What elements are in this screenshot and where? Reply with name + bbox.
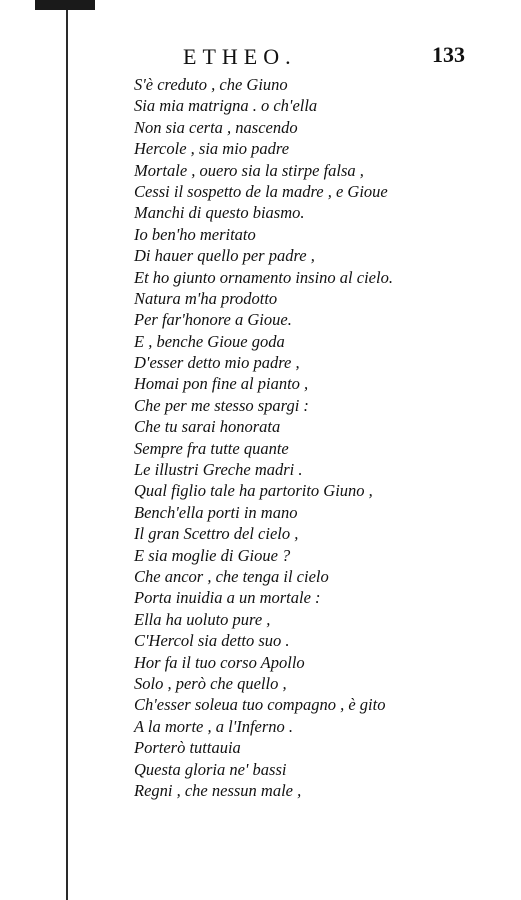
- verse-line: A la morte , a l'Inferno .: [134, 716, 294, 736]
- verse-line: Cessi il sospetto de la madre , e Gioue: [134, 181, 388, 201]
- verse-line: Hor fa il tuo corso Apollo: [134, 652, 305, 672]
- verse-line: Natura m'ha prodotto: [134, 288, 278, 308]
- verse-line: Che tu sarai honorata: [134, 417, 281, 437]
- verse-line: Qual figlio tale ha partorito Giuno ,: [134, 481, 373, 501]
- verse-line: Hercole , sia mio padre: [134, 139, 290, 159]
- verse-line: Bench'ella porti in mano: [134, 502, 298, 522]
- verse-line: C'Hercol sia detto suo .: [134, 631, 290, 651]
- verse-line: Porterò tuttauia: [134, 738, 241, 758]
- verse-line: Io ben'ho meritato: [134, 224, 256, 244]
- verse-line: E sia moglie di Gioue ?: [134, 545, 291, 565]
- verse-line: Porta inuidia a un mortale :: [134, 588, 321, 608]
- verse-line: Di hauer quello per padre ,: [134, 246, 315, 266]
- verse-line: Ella ha uoluto pure ,: [134, 609, 271, 629]
- verse-line: Per far'honore a Gioue.: [134, 310, 292, 330]
- page-edge-shadow: [35, 0, 95, 10]
- verse-line: Questa gloria ne' bassi: [134, 759, 287, 779]
- verse-line: Et ho giunto ornamento insino al cielo.: [134, 267, 393, 287]
- verse-line: Il gran Scettro del cielo ,: [134, 524, 299, 544]
- verse-line: Che ancor , che tenga il cielo: [134, 566, 329, 586]
- binding-gutter-line: [66, 10, 68, 900]
- verse-line: Regni , che nessun male ,: [134, 780, 302, 800]
- verse-line: Sempre fra tutte quante: [134, 438, 289, 458]
- page-number: 133: [432, 42, 465, 67]
- verse-line: Manchi di questo biasmo.: [134, 203, 305, 223]
- verse-line: Le illustri Greche madri .: [134, 460, 303, 480]
- running-head: ETHEO.: [183, 44, 297, 69]
- verse-line: Homai pon fine al pianto ,: [134, 374, 309, 394]
- verse-line: D'esser detto mio padre ,: [134, 353, 300, 373]
- verse-line: Solo , però che quello ,: [134, 673, 287, 693]
- verse-line: Non sia certa , nascendo: [134, 117, 298, 137]
- verse-line: Sia mia matrigna . o ch'ella: [134, 96, 318, 116]
- verse-line: S'è creduto , che Giuno: [134, 75, 288, 94]
- verse-line: Ch'esser soleua tuo compagno , è gito: [134, 695, 386, 715]
- verse-block: [134, 74, 393, 801]
- verse-line: Mortale , ouero sia la stirpe falsa ,: [134, 160, 364, 180]
- verse-line: Che per me stesso spargi :: [134, 395, 309, 415]
- verse-line: E , benche Gioue goda: [134, 331, 285, 351]
